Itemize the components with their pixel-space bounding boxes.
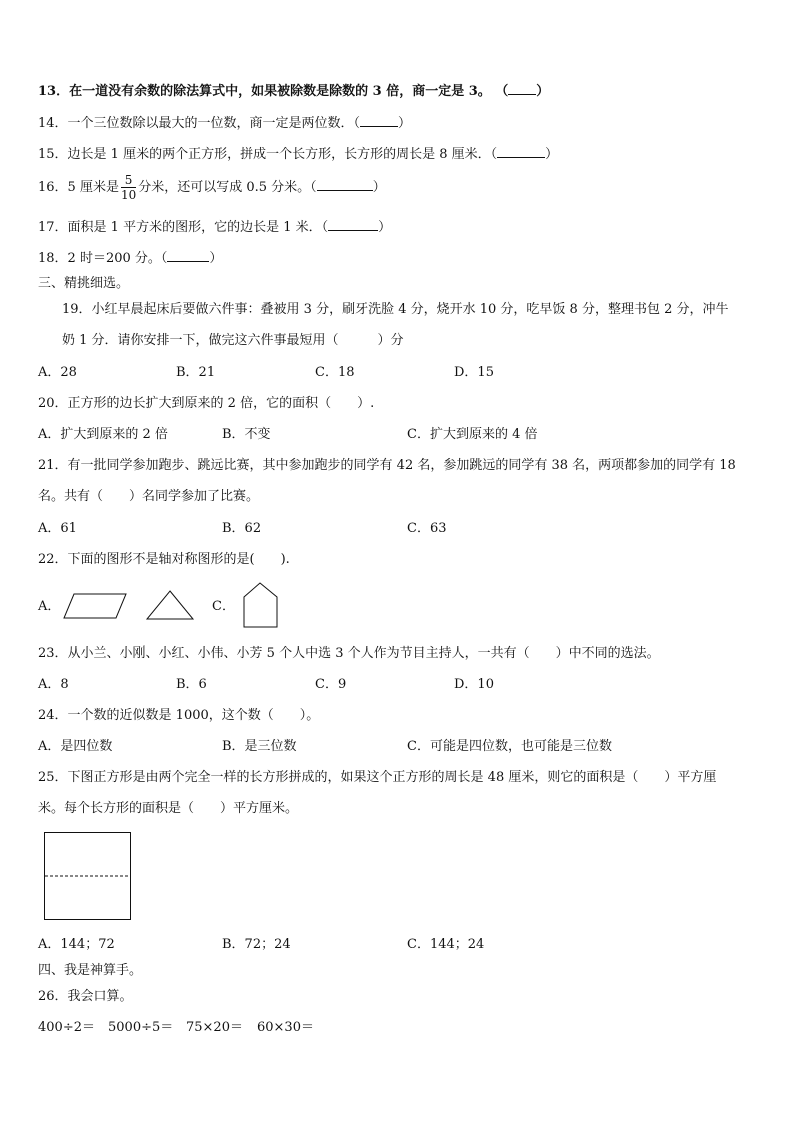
question-25-line-2: 米。每个长方形的面积是（ ）平方厘米。 xyxy=(38,801,299,816)
question-17-close: ） xyxy=(378,220,392,235)
question-17 xyxy=(38,218,391,237)
calc-item: 400÷2＝ xyxy=(38,1020,95,1035)
option-c[interactable]: C．9 xyxy=(315,677,347,692)
question-18 xyxy=(38,249,222,268)
answer-blank[interactable] xyxy=(497,145,545,158)
question-13-text: 13．在一道没有余数的除法算式中，如果被除数是除数的 3 倍，商一定是 3。 （ xyxy=(38,84,509,99)
option-a[interactable]: A．8 xyxy=(38,677,69,692)
question-16 xyxy=(38,172,386,204)
calc-item: 60×30＝ xyxy=(257,1020,314,1035)
question-14 xyxy=(38,114,411,133)
answer-blank[interactable] xyxy=(167,249,209,262)
fraction xyxy=(121,173,136,202)
question-13 xyxy=(38,82,549,101)
option-c[interactable]: C．144；24 xyxy=(407,937,485,952)
question-14-text: 14．一个三位数除以最大的一位数，商一定是两位数．（ xyxy=(38,116,361,131)
option-b[interactable]: B．62 xyxy=(222,521,262,536)
triangle-figure[interactable] xyxy=(146,590,196,620)
answer-blank[interactable] xyxy=(508,82,536,95)
question-21-line-1: 21．有一批同学参加跑步、跳远比赛，其中参加跑步的同学有 42 名，参加跳远的同学有 38 名，两项都参加的同学有 18 xyxy=(38,458,736,473)
option-c[interactable]: C．18 xyxy=(315,365,355,380)
option-b[interactable]: B．72；24 xyxy=(222,937,291,952)
option-a[interactable]: A．是四位数 xyxy=(38,739,113,754)
option-b[interactable]: B．不变 xyxy=(222,427,271,442)
question-24: 24．一个数的近似数是 1000，这个数（ ）。 xyxy=(38,708,320,723)
question-16-post: 分米，还可以写成 0.5 分米。（ xyxy=(138,180,317,195)
fraction-numerator: 5 xyxy=(121,173,136,188)
question-13-close: ） xyxy=(536,84,550,99)
parallelogram-figure[interactable] xyxy=(64,592,128,620)
option-a[interactable]: A．61 xyxy=(38,521,77,536)
option-d[interactable]: D．15 xyxy=(454,365,494,380)
option-c[interactable]: C．63 xyxy=(407,521,447,536)
question-14-close: ） xyxy=(398,116,412,131)
question-20: 20．正方形的边长扩大到原来的 2 倍，它的面积（ ）. xyxy=(38,396,375,411)
option-b[interactable]: B．是三位数 xyxy=(222,739,297,754)
question-23: 23．从小兰、小刚、小红、小伟、小芳 5 个人中选 3 个人作为节目主持人，一共有（ ）中不同的选法。 xyxy=(38,646,660,661)
pentagon-house-figure[interactable] xyxy=(243,582,279,628)
question-16-pre: 16．5 厘米是 xyxy=(38,180,119,195)
option-a[interactable]: A．144；72 xyxy=(38,937,115,952)
question-15-text: 15．边长是 1 厘米的两个正方形，拼成一个长方形，长方形的周长是 8 厘米．（ xyxy=(38,147,498,162)
option-d[interactable]: D．10 xyxy=(454,677,494,692)
section-heading-3: 三、精挑细选。 xyxy=(38,276,130,291)
question-17-text: 17．面积是 1 平方米的图形，它的边长是 1 米．（ xyxy=(38,220,329,235)
answer-blank[interactable] xyxy=(328,218,378,231)
option-a[interactable]: A． xyxy=(38,599,61,614)
option-a[interactable]: A．28 xyxy=(38,365,77,380)
question-18-text: 18．2 时＝200 分。（ xyxy=(38,251,168,266)
question-18-close: ） xyxy=(209,251,223,266)
option-c[interactable]: C．可能是四位数，也可能是三位数 xyxy=(407,739,612,754)
square-divided-figure xyxy=(44,832,132,922)
question-25-line-1: 25．下图正方形是由两个完全一样的长方形拼成的，如果这个正方形的周长是 48 厘米，则它的面积是（ ）平方厘 xyxy=(38,770,717,785)
answer-blank[interactable] xyxy=(360,114,398,127)
option-b[interactable]: B．6 xyxy=(176,677,207,692)
calc-item: 5000÷5＝ xyxy=(108,1020,174,1035)
fraction-denominator: 10 xyxy=(120,188,137,202)
question-26: 26．我会口算。 xyxy=(38,989,133,1004)
question-21-line-2: 名。共有（ ）名同学参加了比赛。 xyxy=(38,489,260,504)
section-heading-4: 四、我是神算手。 xyxy=(38,963,143,978)
question-19-line-1: 19．小红早晨起床后要做六件事：叠被用 3 分，刷牙洗脸 4 分，烧开水 10 分，吃早饭 8 分，整理书包 2 分，冲牛 xyxy=(62,302,729,317)
question-15-close: ） xyxy=(545,147,559,162)
calc-item: 75×20＝ xyxy=(186,1020,243,1035)
question-22: 22．下面的图形不是轴对称图形的是( ). xyxy=(38,552,290,567)
answer-blank[interactable] xyxy=(317,178,373,191)
question-16-close: ） xyxy=(372,180,386,195)
option-c[interactable]: C．扩大到原来的 4 倍 xyxy=(407,427,538,442)
question-19-line-2: 奶 1 分．请你安排一下，做完这六件事最短用（ ）分 xyxy=(62,333,404,348)
option-b[interactable]: B．21 xyxy=(176,365,216,380)
option-a[interactable]: A．扩大到原来的 2 倍 xyxy=(38,427,168,442)
question-15 xyxy=(38,145,558,164)
option-c[interactable]: C． xyxy=(212,599,235,614)
